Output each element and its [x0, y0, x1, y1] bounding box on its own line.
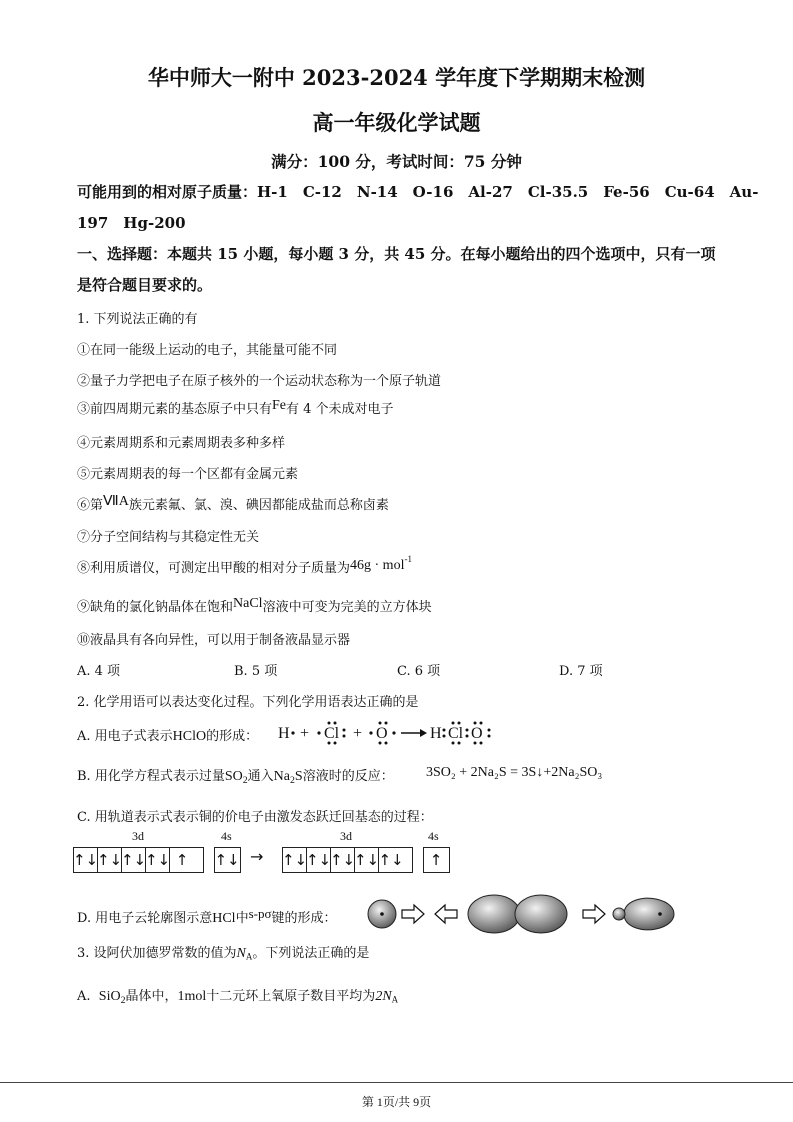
svg-text:+: +: [353, 725, 363, 742]
q1-statement-9: ⑨缺角的氯化钠晶体在饱和NaCl溶液中可变为完美的立方体块: [77, 596, 432, 615]
exam-subtitle: 高一年级化学试题: [312, 110, 481, 135]
q2-option-c: C. 用轨道表示式表示铜的价电子由激发态跃迁回基态的过程：: [77, 810, 433, 825]
orbital-cell: ↑↓: [283, 848, 307, 872]
exam-title: 华中师大一附中 2023-2024 学年度下学期期末检测: [147, 65, 646, 90]
left-arrow-icon: [435, 905, 457, 923]
left-4s-label: 4s: [221, 829, 232, 843]
q2-option-a: A. 用电子式表示HClO的形成：: [77, 729, 259, 744]
q3-option-a: A. SiO$_2$晶体中，1mol十二元环上氧原子数目平均为$2N_A$: [77, 989, 399, 1006]
right-3d-label: 3d: [340, 829, 352, 843]
svg-text:H: H: [430, 725, 442, 742]
score-info: 满分：100 分，考试时间：75 分钟: [271, 152, 522, 171]
svg-text:Cl: Cl: [448, 725, 464, 742]
orbital-cell: ↑↓: [74, 848, 98, 872]
p-orbital-icon: [468, 895, 520, 933]
right-4s-orbital-box: [423, 847, 450, 873]
q1-statement-5: ⑤元素周期表的每一个区都有金属元素: [77, 467, 299, 482]
svg-text:+: +: [300, 725, 310, 742]
atomic-masses-line1: 可能用到的相对原子质量：H-1 C-12 N-14 O-16 Al-27 Cl-35.5 Fe-56 Cu-64 Au-: [77, 183, 759, 201]
q1-option-d: D. 7 项: [559, 664, 603, 679]
sp-sigma-bond-diagram: [360, 893, 680, 935]
hclo-electron-formula: [270, 716, 500, 750]
orbital-cell: ↑: [175, 850, 189, 869]
orbital-cell: ↑↓: [98, 848, 122, 872]
q1-stem: 1. 下列说法正确的有: [77, 312, 198, 327]
q1-statement-8: ⑧利用质谱仪，可测定出甲酸的相对分子质量为46g · mol$^{-1}$: [77, 554, 412, 576]
eq-o-atom: O: [376, 725, 388, 742]
eq-cl-atom: Cl: [324, 725, 340, 742]
q2-option-b: B. 用化学方程式表示过量$SO_2$通入$Na_2S$溶液时的反应：: [77, 769, 394, 786]
right-arrow-icon: [402, 905, 424, 923]
sigma-bond-icon: [624, 898, 674, 930]
q1-statement-2: ②量子力学把电子在原子核外的一个运动状态称为一个原子轨道: [77, 374, 442, 389]
q1-statement-6: ⑥第ⅦA族元素氟、氯、溴、碘因都能成盐而总称卤素: [77, 494, 389, 513]
q1-statement-7: ⑦分子空间结构与其稳定性无关: [77, 530, 260, 545]
right-4s-label: 4s: [428, 829, 439, 843]
eq-h-atom: H: [278, 725, 290, 742]
q1-option-c: C. 6 项: [397, 664, 441, 679]
q2-option-b-equation: 3SO₂ + 2Na₂S = 3S↓+2Na₂SO₃: [426, 765, 603, 780]
orbital-cell: ↑↓: [378, 850, 404, 869]
orbital-cell: ↑↓: [355, 848, 379, 872]
orbital-cell: ↑↓: [146, 848, 170, 872]
right-arrow-icon: [583, 905, 605, 923]
left-4s-orbital-box: [214, 847, 241, 873]
transition-arrow-icon: →: [250, 847, 264, 866]
section1-heading-line1: 一、选择题：本题共 15 小题，每小题 3 分，共 45 分。在每小题给出的四个选项中，只有一项: [77, 245, 716, 263]
orbital-cell: ↑: [429, 850, 443, 869]
q1-option-a: A. 4 项: [77, 664, 121, 679]
section1-heading-line2: 是符合题目要求的。: [77, 276, 213, 294]
atomic-masses-line2: 197 Hg-200: [77, 214, 186, 232]
q1-statement-3: ③前四周期元素的基态原子中只有Fe有 4 个未成对电子: [77, 398, 394, 417]
q1-statement-10: ⑩液晶具有各向异性，可以用于制备液晶显示器: [77, 633, 351, 648]
right-3d-orbital-box: [282, 847, 413, 873]
footer-divider: [0, 1082, 793, 1083]
orbital-cell: ↑↓: [331, 848, 355, 872]
orbital-cell: ↑↓: [307, 848, 331, 872]
q1-option-b: B. 5 项: [234, 664, 278, 679]
q1-statement-1: ①在同一能级上运动的电子，其能量可能不同: [77, 343, 338, 358]
q1-statement-4: ④元素周期系和元素周期表多种多样: [77, 436, 286, 451]
q2-option-d: D. 用电子云轮廓图示意HCl中s-pσ键的形成：: [77, 906, 337, 926]
left-3d-label: 3d: [132, 829, 144, 843]
q2-stem: 2. 化学用语可以表达变化过程。下列化学用语表达正确的是: [77, 695, 419, 710]
orbital-cell: ↑↓: [122, 848, 146, 872]
orbital-cell: ↑↓: [214, 850, 240, 869]
page-number: 第 1页/共 9页: [361, 1095, 432, 1109]
svg-text:O: O: [471, 725, 483, 742]
q3-stem: 3. 设阿伏加德罗常数的值为$N_A$。下列说法正确的是: [77, 946, 370, 962]
left-3d-orbital-box: [73, 847, 204, 873]
